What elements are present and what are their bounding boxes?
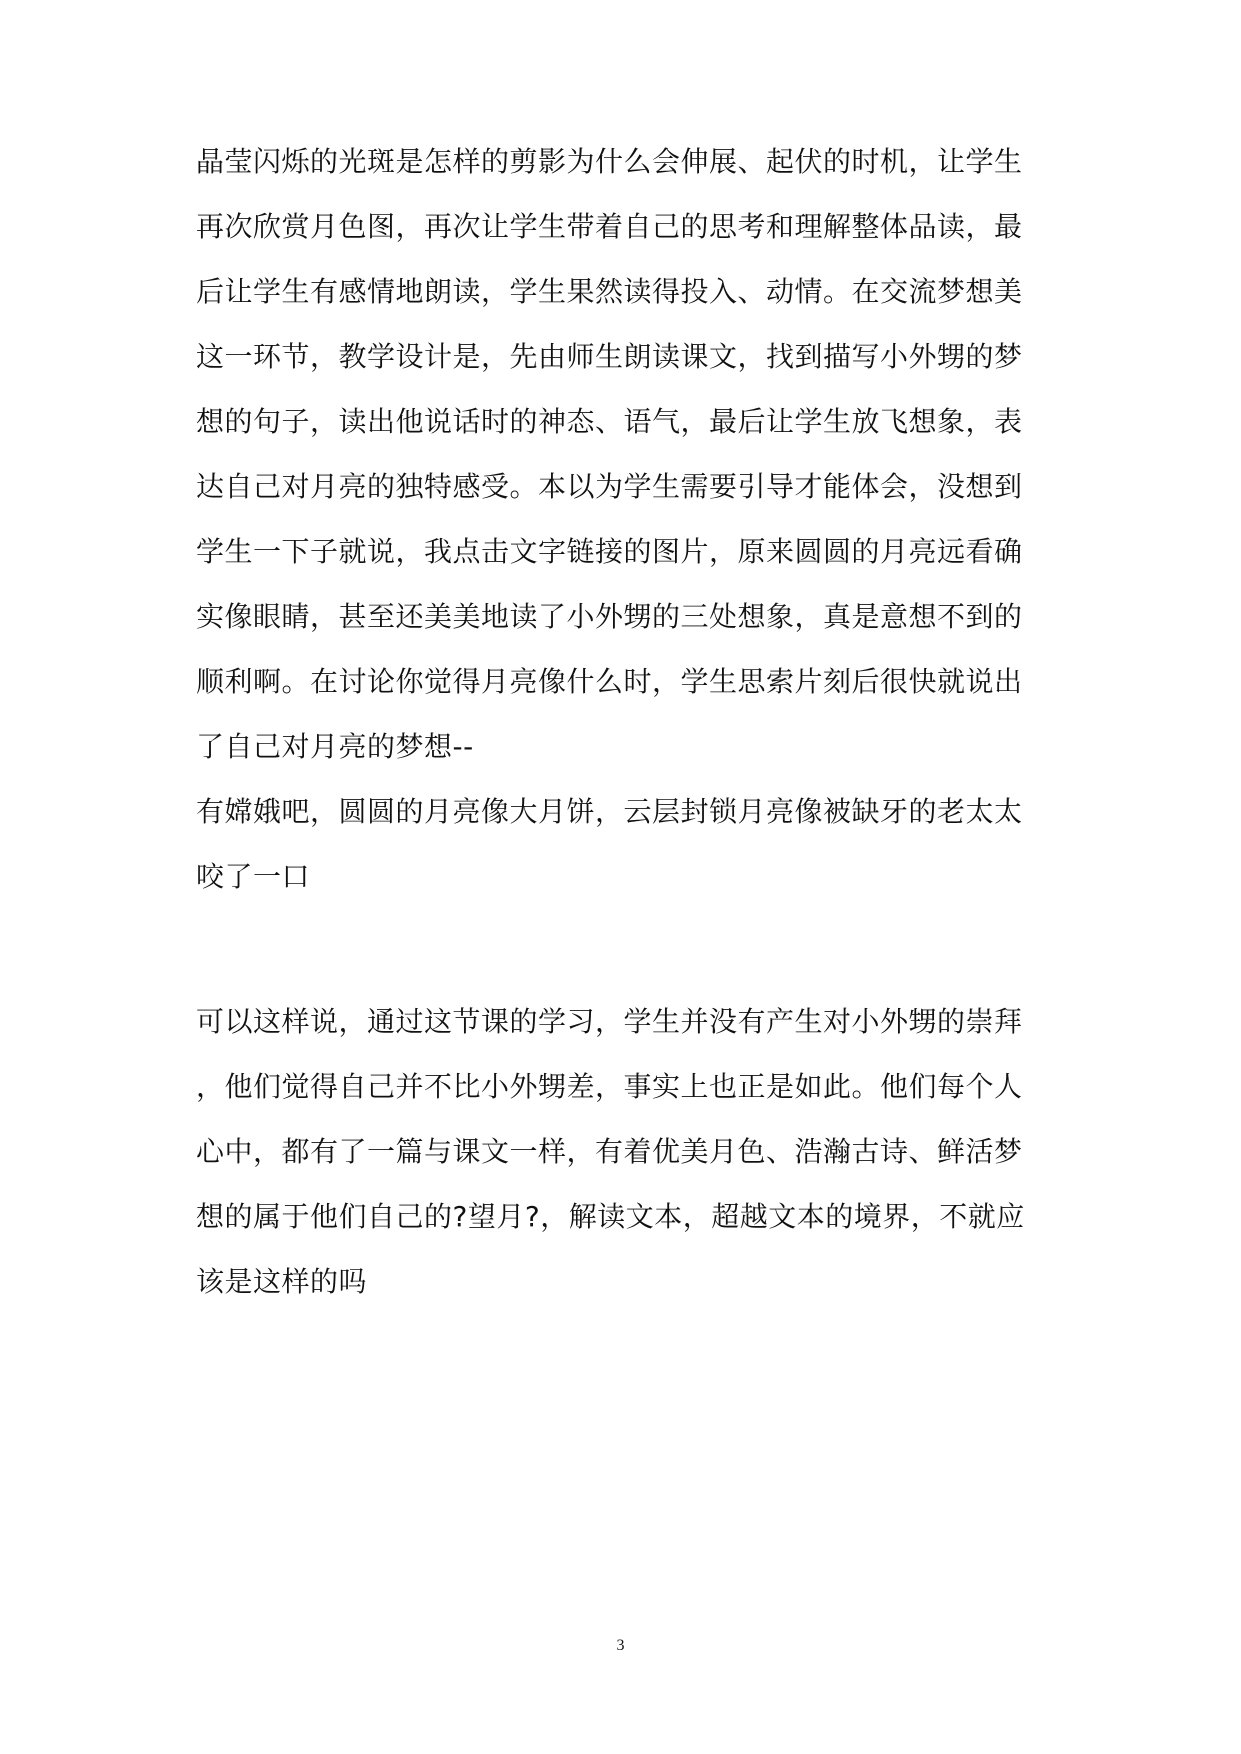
text-line: 达自己对月亮的独特感受。本以为学生需要引导才能体会，没想到 [196,470,1023,503]
text-line: 这一环节，教学设计是，先由师生朗读课文，找到描写小外甥的梦 [196,340,1023,373]
text-line: 可以这样说，通过这节课的学习，学生并没有产生对小外甥的崇拜 [196,1005,1023,1038]
text-line: 有嫦娥吧，圆圆的月亮像大月饼，云层封锁月亮像被缺牙的老太太 [196,795,1023,828]
text-line: 该是这样的吗 [196,1265,368,1298]
text-line: ，他们觉得自己并不比小外甥差，事实上也正是如此。他们每个人 [196,1070,1023,1103]
text-line: 晶莹闪烁的光斑是怎样的剪影为什么会伸展、起伏的时机，让学生 [196,145,1023,178]
text-line: 后让学生有感情地朗读，学生果然读得投入、动情。在交流梦想美 [196,275,1023,308]
page-number: 3 [616,1637,625,1654]
text-line: 顺利啊。在讨论你觉得月亮像什么时，学生思索片刻后很快就说出 [196,665,1023,698]
text-line: 咬了一口 [196,860,311,893]
text-line: 想的句子，读出他说话时的神态、语气，最后让学生放飞想象，表 [196,405,1023,438]
text-line: 心中，都有了一篇与课文一样，有着优美月色、浩瀚古诗、鲜活梦 [196,1135,1023,1168]
text-line: 学生一下子就说，我点击文字链接的图片，原来圆圆的月亮远看确 [196,535,1023,568]
text-line: 再次欣赏月色图，再次让学生带着自己的思考和理解整体品读，最 [196,210,1023,243]
text-line: 想的属于他们自己的?望月?，解读文本，超越文本的境界，不就应 [196,1200,1025,1233]
text-line: 了自己对月亮的梦想-- [196,730,474,763]
text-line: 实像眼睛，甚至还美美地读了小外甥的三处想象，真是意想不到的 [196,600,1023,633]
